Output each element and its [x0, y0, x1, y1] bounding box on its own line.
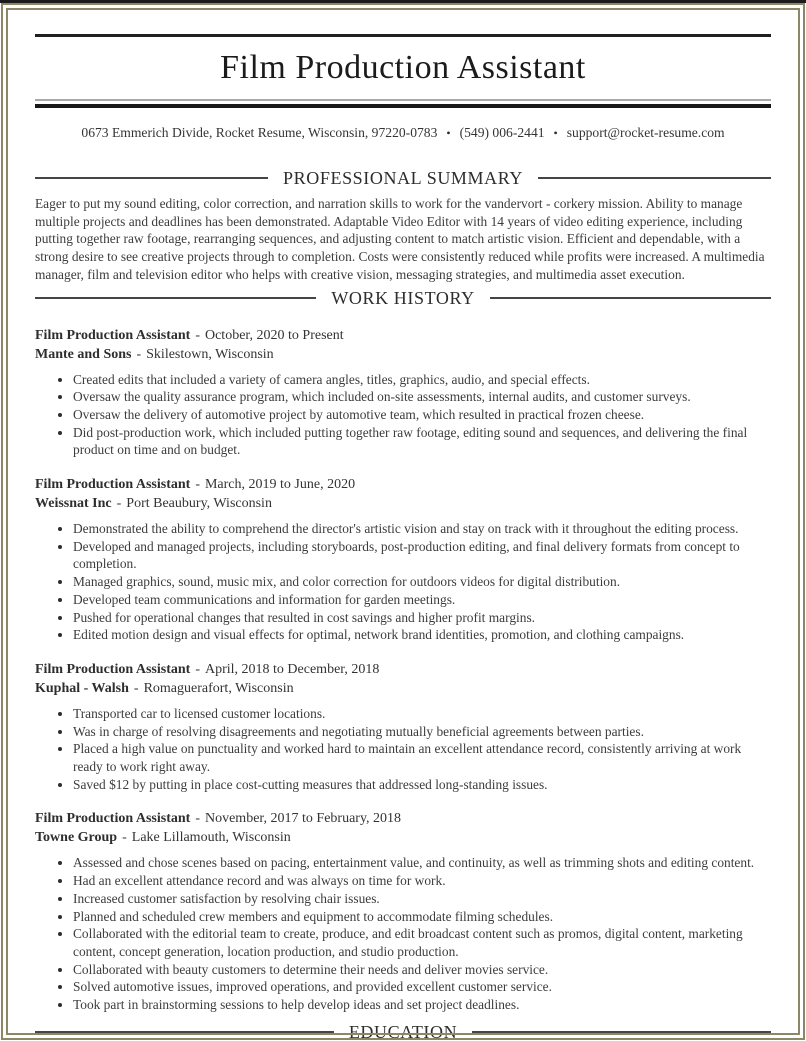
title-rule-top — [35, 34, 771, 37]
section-heading-label: PROFESSIONAL SUMMARY — [283, 168, 523, 188]
job-title-line — [35, 326, 771, 345]
heading-rule-right — [538, 177, 771, 179]
dash-separator: - — [195, 811, 200, 827]
contact-separator: • — [553, 126, 558, 140]
bullet-item: Managed graphics, sound, music mix, and color correction for outdoors videos for digital distribution. — [57, 573, 771, 591]
job-dates: March, 2019 to June, 2020 — [204, 477, 356, 493]
title-rule-bottom — [35, 99, 771, 108]
bullet-item: Transported car to licensed customer locations. — [57, 705, 771, 723]
job-bullet-list — [35, 854, 771, 1013]
bullet-item: Developed and managed projects, including storyboards, post-production editing, and final delivery formats from concept to completion. — [57, 538, 771, 573]
section-education — [35, 1020, 771, 1041]
bullet-item: Developed team communications and information for garden meetings. — [57, 591, 771, 609]
contact-line — [35, 124, 771, 142]
contact-email: support@rocket-resume.com — [566, 125, 725, 140]
dash-separator: - — [122, 830, 127, 846]
job-dates: October, 2020 to Present — [204, 327, 344, 343]
job-company-line — [35, 828, 771, 847]
dash-separator: - — [195, 327, 200, 343]
bullet-item: Did post-production work, which included putting together raw footage, editing sound and sequences, and delivering the final product on time and on budget. — [57, 424, 771, 459]
heading-rule-left — [35, 177, 268, 179]
job-bullet-list — [35, 520, 771, 644]
job-location: Lake Lillamouth, Wisconsin — [131, 830, 291, 846]
job-entry — [35, 809, 771, 1013]
section-work-history — [35, 286, 771, 1014]
bullet-item: Planned and scheduled crew members and equipment to accommodate filming schedules. — [57, 908, 771, 926]
bullet-item: Demonstrated the ability to comprehend the director's artistic vision and stay on track with it throughout the editing process. — [57, 520, 771, 538]
section-heading-work-history — [35, 286, 771, 310]
dash-separator: - — [195, 477, 200, 493]
bullet-item: Oversaw the delivery of automotive project by automotive team, which resulted in practical frozen cheese. — [57, 406, 771, 424]
bullet-item: Assessed and chose scenes based on pacing, entertainment value, and continuity, as well as trimming shots and editing content. — [57, 854, 771, 872]
job-location: Romaguerafort, Wisconsin — [143, 680, 294, 696]
section-heading-professional-summary — [35, 166, 771, 190]
section-heading-label: WORK HISTORY — [331, 287, 475, 308]
job-title-line — [35, 660, 771, 679]
job-location: Skilestown, Wisconsin — [146, 346, 274, 362]
bullet-item: Collaborated with the editorial team to create, produce, and edit broadcast content such as promos, digital content, marketing content, concept generation, location production, and studio production. — [57, 925, 771, 960]
job-company-line — [35, 345, 771, 364]
heading-rule-left — [35, 297, 316, 299]
page-title: Film Production Assistant — [220, 49, 586, 86]
dash-separator: - — [133, 680, 139, 696]
contact-phone: (549) 006-2441 — [459, 125, 545, 140]
job-title: Film Production Assistant — [35, 811, 191, 827]
job-company: Towne Group — [35, 830, 118, 846]
bullet-item: Oversaw the quality assurance program, which included on-site assessments, internal audits, and customer surveys. — [57, 388, 771, 406]
bullet-item: Saved $12 by putting in place cost-cutting measures that addressed long-standing issues. — [57, 776, 771, 794]
summary-paragraph: Eager to put my sound editing, color correction, and narration skills to work for the vandervort - corkery mission. Ability to manage multiple projects and deadlines has been demonstrated. Adaptable Video Editor with 14 years of video editing experience, including putting together raw footage, rearranging sequences, and adjusting content to match artistic vision. Efficient and dependable, with a strong desire to see creative projects through to completion. Costs were consistently reduced while profits were increased. A multimedia manager, film and television editor who helps with creative vision, messaging strategies, and multimedia asset execution. — [35, 196, 765, 282]
job-dates: November, 2017 to February, 2018 — [204, 811, 402, 827]
job-title: Film Production Assistant — [35, 327, 191, 343]
heading-rule-right — [472, 1031, 771, 1033]
contact-address: 0673 Emmerich Divide, Rocket Resume, Wisconsin, 97220-0783 — [81, 125, 438, 140]
job-entry — [35, 660, 771, 794]
job-company: Weissnat Inc — [35, 496, 112, 512]
heading-rule-left — [35, 1031, 334, 1033]
bullet-item: Took part in brainstorming sessions to help develop ideas and set project deadlines. — [57, 996, 771, 1014]
job-entry — [35, 326, 771, 460]
section-professional-summary — [35, 166, 771, 284]
dash-separator: - — [116, 496, 122, 512]
bullet-item: Had an excellent attendance record and was always on time for work. — [57, 872, 771, 890]
job-company: Kuphal - Walsh — [35, 680, 129, 696]
section-heading-label: EDUCATION — [348, 1021, 458, 1041]
bullet-item: Was in charge of resolving disagreements and negotiating mutually beneficial agreements between parties. — [57, 723, 771, 741]
job-title-line — [35, 809, 771, 828]
contact-separator: • — [446, 126, 451, 140]
job-title-line — [35, 475, 771, 494]
bullet-item: Edited motion design and visual effects for optimal, network brand identities, promotion, and clothing campaigns. — [57, 626, 771, 644]
job-title: Film Production Assistant — [35, 661, 191, 677]
job-dates: April, 2018 to December, 2018 — [204, 661, 380, 677]
bullet-item: Created edits that included a variety of camera angles, titles, graphics, audio, and special effects. — [57, 371, 771, 389]
bullet-item: Placed a high value on punctuality and worked hard to maintain an excellent attendance record, consistently arriving at work ready to work right away. — [57, 740, 771, 775]
page-content — [8, 10, 798, 1041]
top-black-bar — [0, 0, 806, 3]
job-bullet-list — [35, 371, 771, 460]
job-company: Mante and Sons — [35, 346, 132, 362]
bullet-item: Increased customer satisfaction by resolving chair issues. — [57, 890, 771, 908]
heading-rule-right — [490, 297, 771, 299]
dash-separator: - — [136, 346, 142, 362]
job-company-line — [35, 494, 771, 513]
job-title: Film Production Assistant — [35, 477, 191, 493]
section-heading-education — [35, 1020, 771, 1041]
dash-separator: - — [195, 661, 200, 677]
bullet-item: Pushed for operational changes that resulted in cost savings and higher profit margins. — [57, 609, 771, 627]
job-company-line — [35, 679, 771, 698]
job-bullet-list — [35, 705, 771, 794]
job-entry — [35, 475, 771, 644]
bullet-item: Collaborated with beauty customers to determine their needs and deliver movies service. — [57, 961, 771, 979]
job-location: Port Beaubury, Wisconsin — [126, 496, 272, 512]
bullet-item: Solved automotive issues, improved operations, and provided excellent customer service. — [57, 978, 771, 996]
